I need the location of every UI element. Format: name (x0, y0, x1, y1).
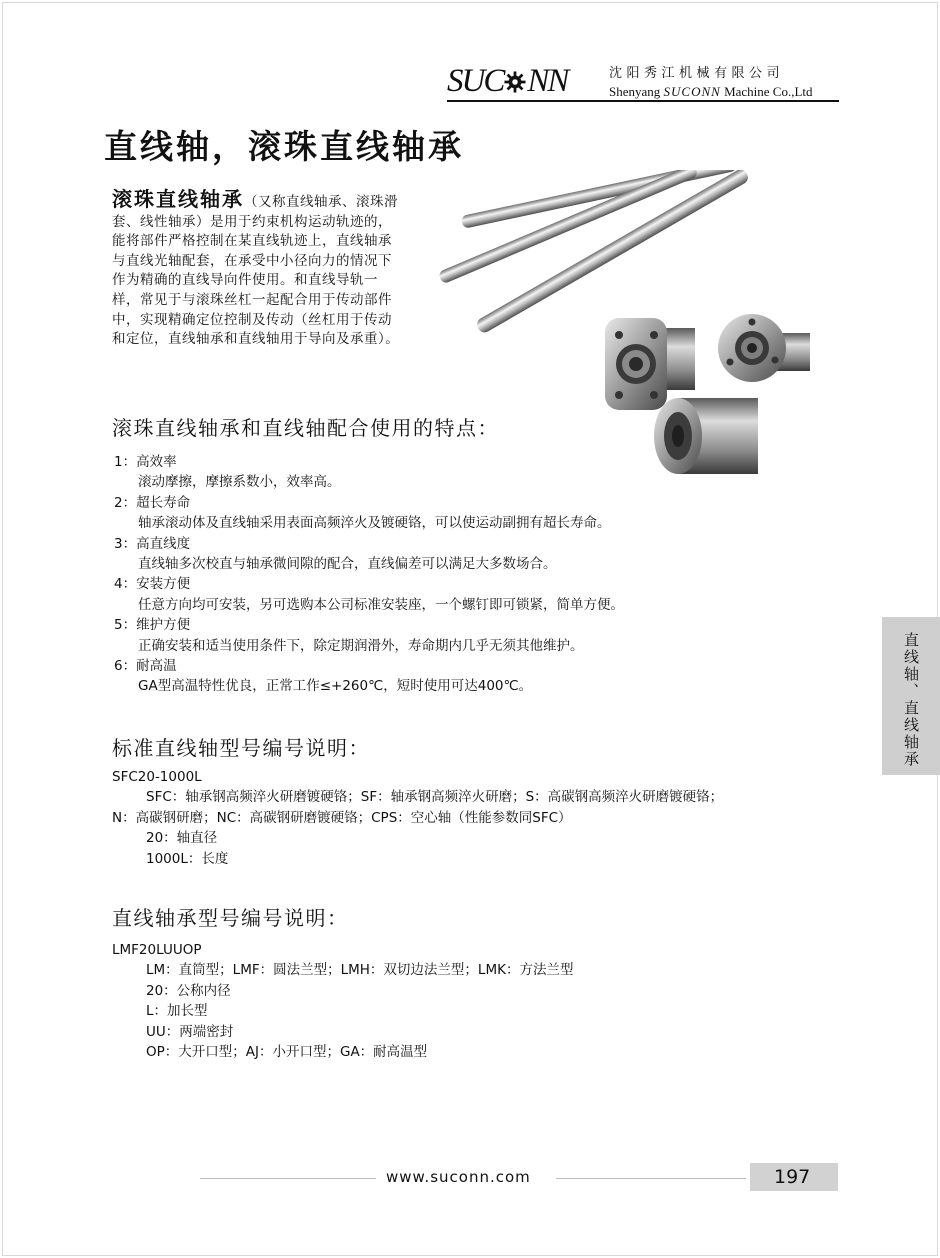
company-name-cn: 沈阳秀江机械有限公司 (609, 66, 785, 81)
feature-title: 2：超长寿命 (114, 494, 191, 511)
shaft-model-heading: 标准直线轴型号编号说明： (112, 736, 370, 760)
intro-text: （又称直线轴承、滚珠滑套、线性轴承）是用于约束机构运动轨迹的，能将部件严格控制在某直线轨迹上，直线轴承与直线光轴配套，在承受中小径向力的情况下作为精确的直线导向件使用。和直线导轨一样，常见于与滚珠丝杠一起配合用于传动部件中，实现精确定位控制及传动（丝杠用于传动和定位，直线轴承和直线轴用于导向及承重）。 (112, 194, 400, 348)
page-title: 直线轴，滚珠直线轴承 (104, 127, 464, 166)
feature-desc: 任意方向均可安装，另可选购本公司标准安装座，一个螺钉即可锁紧，简单方便。 (138, 596, 624, 613)
shaft-model-code: SFC20-1000L (112, 769, 202, 785)
feature-desc: 正确安装和适当使用条件下，除定期润滑外，寿命期内几乎无须其他维护。 (138, 637, 584, 654)
feature-title: 4：安装方便 (114, 576, 191, 593)
intro-lead: 滚珠直线轴承 (112, 187, 244, 211)
company-en-prefix: Shenyang (609, 84, 661, 99)
shaft-model-block (112, 767, 872, 869)
bearing-model-heading: 直线轴承型号编号说明： (112, 906, 349, 930)
feature-title: 6：耐高温 (114, 658, 177, 675)
gear-icon (504, 71, 526, 93)
feature-item (114, 615, 774, 656)
page-number: 197 (774, 1166, 811, 1188)
feature-desc: 滚动摩擦，摩擦系数小，效率高。 (138, 474, 341, 491)
round-flange-bearing (718, 314, 810, 382)
feature-desc: 轴承滚动体及直线轴采用表面高频淬火及镀硬铬，可以使运动副拥有超长寿命。 (138, 515, 611, 532)
bearing-model-line: OP：大开口型；AJ：小开口型；GA：耐高温型 (146, 1044, 428, 1061)
company-name-en (609, 84, 813, 99)
logo-suffix: NN (527, 63, 568, 99)
chapter-side-tab-label: 直线轴、直线轴承 (902, 632, 920, 768)
logo-wordmark (447, 64, 567, 98)
chapter-side-tab (882, 617, 940, 775)
feature-desc: GA型高温特性优良，正常工作≤+260℃，短时使用可达400℃。 (138, 678, 533, 695)
features-list (114, 452, 774, 697)
header-rule (447, 100, 839, 102)
square-flange-bearing (605, 318, 695, 410)
footer-rule-right (556, 1178, 746, 1179)
bearing-model-line: LM：直筒型；LMF：圆法兰型；LMH：双切边法兰型；LMK：方法兰型 (146, 962, 574, 979)
feature-title: 5：维护方便 (114, 617, 191, 634)
bearing-model-code: LMF20LUUOP (112, 942, 202, 958)
company-en-suffix: Machine Co.,Ltd (724, 84, 813, 99)
feature-title: 3：高直线度 (114, 535, 191, 552)
intro-paragraph (112, 187, 402, 350)
company-logo (447, 64, 839, 102)
company-en-brand: SUCONN (663, 84, 721, 99)
logo-prefix: SUC (447, 63, 504, 99)
bearing-model-block (112, 940, 872, 1062)
product-photo (430, 170, 830, 490)
footer-rule-left (200, 1178, 376, 1179)
feature-item (114, 452, 774, 493)
bearing-model-line: L：加长型 (146, 1003, 208, 1020)
shaft-model-line: SFC：轴承钢高频淬火研磨镀硬铬；SF：轴承钢高频淬火研磨；S：高碳钢高频淬火研磨镀硬铬； (146, 789, 724, 806)
feature-item (114, 574, 774, 615)
shaft-model-line: 20：轴直径 (146, 830, 218, 847)
shaft-model-line: 1000L：长度 (146, 850, 229, 867)
features-heading: 滚珠直线轴承和直线轴配合使用的特点： (112, 416, 499, 440)
feature-item (114, 534, 774, 575)
feature-title: 1：高效率 (114, 454, 177, 470)
shaft-model-line: N：高碳钢研磨；NC：高碳钢研磨镀硬铬；CPS：空心轴（性能参数同SFC） (112, 809, 572, 826)
feature-desc: 直线轴多次校直与轴承微间隙的配合，直线偏差可以满足大多数场合。 (138, 556, 557, 573)
feature-item (114, 493, 774, 534)
feature-item (114, 656, 774, 697)
bearing-model-line: UU：两端密封 (146, 1023, 234, 1040)
bearing-model-line: 20：公称内径 (146, 982, 231, 999)
footer-website: www.suconn.com (386, 1168, 531, 1186)
